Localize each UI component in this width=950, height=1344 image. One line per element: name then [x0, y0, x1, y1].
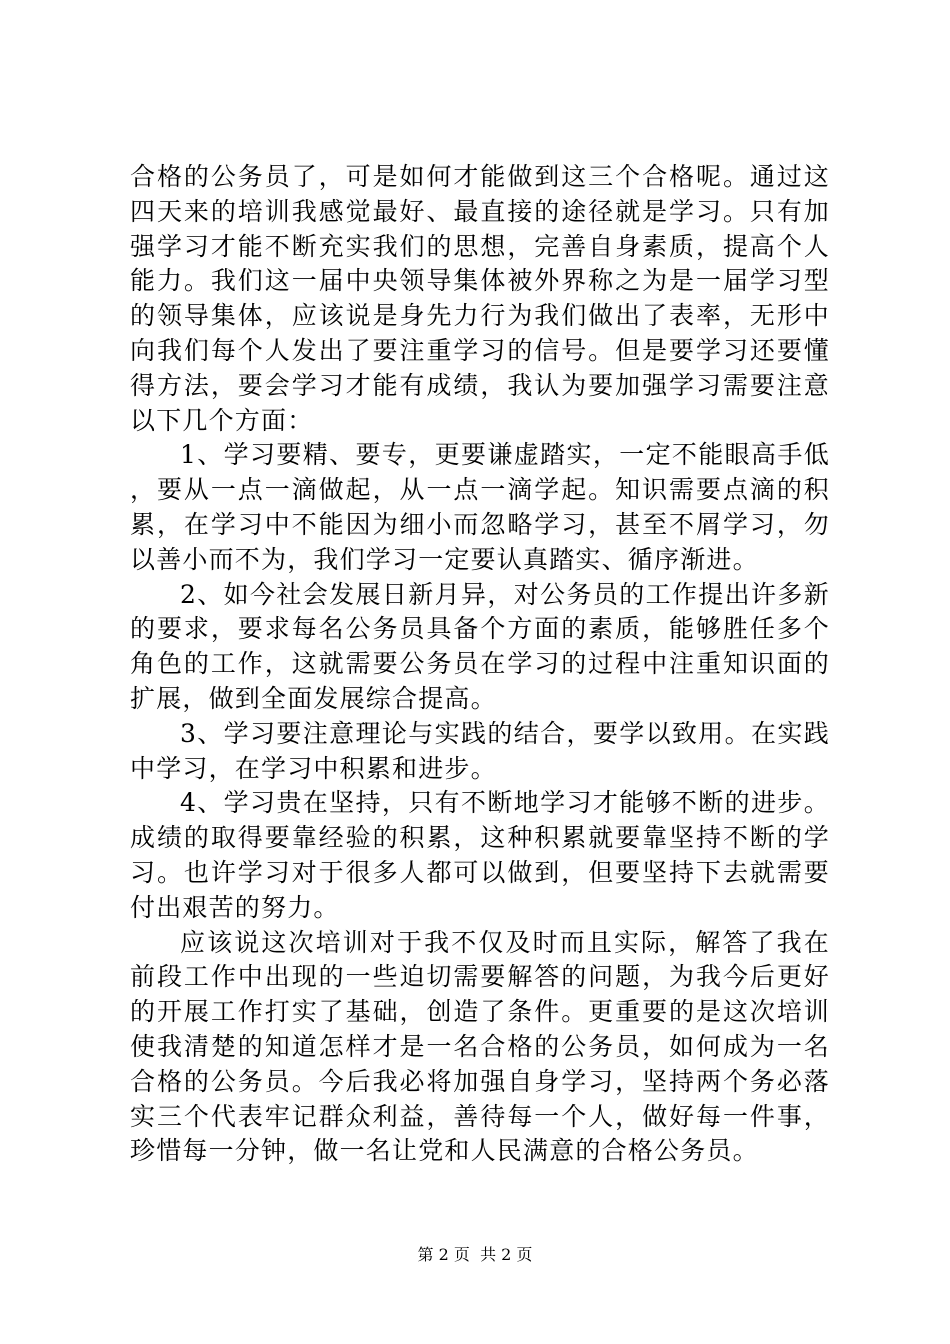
paragraph-intro: 合格的公务员了，可是如何才能做到这三个合格呢。通过这四天来的培训我感觉最好、最直接的途径就是学习。只有加强学习才能不断充实我们的思想，完善自身素质，提高个人能力。我们这一届中央领导集体被外界称之为是一届学习型的领导集体，应该说是身先力行为我们做出了表率，无形中向我们每个人发出了要注重学习的信号。但是要学习还要懂得方法，要会学习才能有成绩，我认为要加强学习需要注意以下几个方面：: [130, 162, 830, 435]
paragraph-point-1: 1、学习要精、要专，更要谦虚踏实，一定不能眼高手低，要从一点一滴做起，从一点一滴学起。知识需要点滴的积累，在学习中不能因为细小而忽略学习，甚至不屑学习，勿以善小而不为，我们学习一定要认真踏实、循序渐进。: [130, 440, 830, 574]
paragraph-conclusion: 应该说这次培训对于我不仅及时而且实际，解答了我在前段工作中出现的一些迫切需要解答的问题，为我今后更好的开展工作打实了基础，创造了条件。更重要的是这次培训使我清楚的知道怎样才是一名合格的公务员，如何成为一名合格的公务员。今后我必将加强自身学习，坚持两个务必落实三个代表牢记群众利益，善待每一个人，做好每一件事，珍惜每一分钟，做一名让党和人民满意的合格公务员。: [130, 927, 830, 1166]
paragraph-point-2: 2、如今社会发展日新月异，对公务员的工作提出许多新的要求，要求每名公务员具备个方面的素质，能够胜任多个角色的工作，这就需要公务员在学习的过程中注重知识面的扩展，做到全面发展综合提高。: [130, 579, 830, 713]
paragraph-point-3: 3、学习要注意理论与实践的结合，要学以致用。在实践中学习，在学习中积累和进步。: [130, 718, 830, 783]
paragraph-point-4: 4、学习贵在坚持，只有不断地学习才能够不断的进步。成绩的取得要靠经验的积累，这种积累就要靠坚持不断的学习。也许学习对于很多人都可以做到，但要坚持下去就需要付出艰苦的努力。: [130, 788, 830, 922]
document-body: [130, 160, 830, 1169]
page-footer: [0, 1244, 950, 1266]
page-number-label: 第 2 页 共 2 页: [417, 1245, 533, 1264]
